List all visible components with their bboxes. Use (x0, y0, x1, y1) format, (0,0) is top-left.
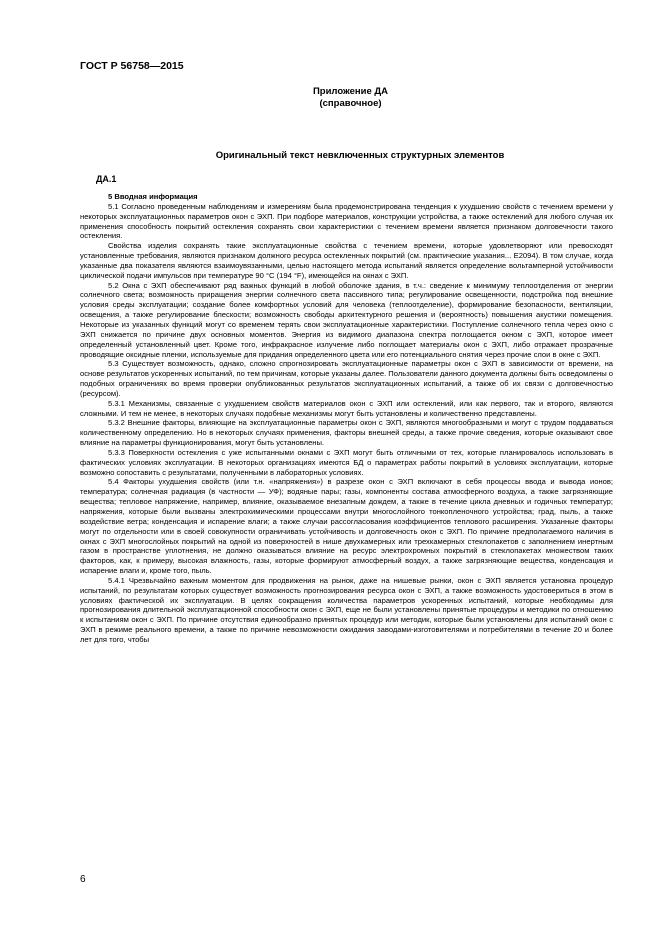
annex-heading (0, 86, 661, 110)
document-title: Оригинальный текст невключенных структурных элементов (215, 150, 505, 161)
paragraph: 5.2 Окна с ЭХП обеспечивают ряд важных функций в любой оболочке здания, в т.ч.: сведение к минимуму теплоотделения от энергии солнечного света; возможность приращения энергии солнечного света пассивного типа; регулирование освещенности, подстройка под внешние условия среды эксплуатации; создание более комфортных условий для человека (теплоотделение), формирование безопасности, вентиляции, освещения, а также регулирование блескости; возможность свободы архитектурного решения и (вероятность) повышения акустики помещения. Некоторые из указанных функций могут со временем терять свои эксплуатационные характеристики. Поступление солнечного тепла через окно с ЭХП снижается по причине двух основных моментов. Энергия из видимого диапазона спектра поглощается окном с ЭХП, которое имеет определенный установленный цвет. Кроме того, инфракрасное излучение либо поглощает материалы окон с ЭХП, либо отражает прозрачные проводящие оксидные пленки, используемые для придания определенного цвета или его потенциального снятия через прочие слои в окне с ЭХП. (80, 280, 613, 359)
paragraph: 5.4 Факторы ухудшения свойств (или т.н. «напряжения») в разрезе окон с ЭХП включают в себя процессы ввода и вывода ионов; температура; солнечная радиация (в частности — УФ); водяные пары; газы, компоненты состава атмосферного воздуха, а также загрязняющие вещества; тепловое напряжение, например, влияние, оказываемое внезапным дождем, а также в течение цикла дневных и годичных температур; напряжения, которые были вызваны электрохимическими процессами внутри многослойного тонкопленочного устройства; град, пыль, а также воздействие ветра; конденсация и испарение влаги; а также случаи рассогласования коэффициентов теплового расширения. Указанные факторы могут по отдельности или в своей совокупности ограничивать устойчивость и долговечность окон с ЭХП. По причине предполагаемого наличия в окнах с ЭХП многослойных покрытий на одной из поверхностей в нише двухкамерных или трехкамерных стеклопакетов с заполнением инертным газом в пространстве уплотнения, не должно оказываться влияние на ресурс электрохромных покрытий в стеклопакетах множеством таких факторов, как, к примеру, высокая влажность, газы, которые формируют атмосферный воздух, а также загрязняющие вещества, конденсация и испарение влаги и, кроме того, пыль. (80, 477, 613, 576)
paragraph: 5.3.2 Внешние факторы, влияющие на эксплуатационные параметры окон с ЭХП, являются многообразными и могут с трудом поддаваться количественному определению. Но в некоторых случаях применения, факторы внешней среды, а также прочие сведения, которые оказывают свое влияние на параметры функционирования, могут быть установлены. (80, 418, 613, 448)
paragraph: 5.4.1 Чрезвычайно важным моментом для продвижения на рынок, даже на нишевые рынки, окон с ЭХП является установка процедур испытаний, по результатам которых существует возможность прогнозирования ресурса окон с ЭХП, а также возможность удостовериться в этом в условиях фактической их эксплуатации. В целях сокращения количества параметров ускоренных испытаний, которые необходимы для прогнозирования длительной эксплуатационной способности окон с ЭХП, еще не были установлены принятые процедуры и методики по отношению к испытаниям окон с ЭХП. По причине отсутствия единообразно принятых процедур или методик, которые были установлены для испытаний окон с ЭХП в режиме реального времени, а также по причине невозможности ожидания заводами-изготовителями и потребителями в течение 20 и более лет для того, чтобы (80, 575, 613, 644)
paragraph: 5.3.3 Поверхности остекления с уже испытанными окнами с ЭХП могут быть отличными от тех, которые планировалось использовать в фактических условиях эксплуатации. В некоторых организациях имеются БД о параметрах работы покрытий в условиях эксплуатации, которые возможно сопоставить с результатами, полученными в лабораторных условиях. (80, 447, 613, 477)
section-heading: 5 Вводная информация (108, 192, 198, 201)
annex-subtitle: (справочное) (319, 98, 382, 109)
paragraph: 5.1 Согласно проведенным наблюдениям и измерениям была продемонстрирована тенденция к ухудшению свойств с течением времени у некоторых эксплуатационных параметров окон с ЭХП. При подборе материалов, конструкции устройства, а также остеклений для любого случая их применения способность покрытий остекления сохранять свои характеристики с течением времени является признаком долговечности такого остекления. (80, 201, 613, 241)
document-code: ГОСТ Р 56758—2015 (80, 60, 184, 72)
section-label: ДА.1 (96, 174, 117, 184)
paragraph: Свойства изделия сохранять такие эксплуатационные свойства с течением времени, которые удовлетворяют или превосходят установленные требования, являются признаком должного ресурса остекленных покрытий (см. практические указания... E2094). В том случае, когда указанные два показателя являются взаимоувязанными, целью настоящего метода испытаний является определение вольтамперной устойчивости циклической подачи импульсов при температуре 90 °С (194 °F), имеющейся на окнах с ЭХП. (80, 241, 613, 280)
annex-title: Приложение ДА (312, 86, 389, 97)
paragraph: 5.3.1 Механизмы, связанные с ухудшением свойств материалов окон с ЭХП или остеклений, или как первого, так и второго, являются сложными. И тем не менее, в некоторых случаях подобные механизмы могут быть установлены и количественно представлены. (80, 398, 613, 418)
page-number: 6 (80, 874, 86, 885)
paragraph: 5.3 Существует возможность, однако, сложно спрогнозировать эксплуатационные параметры окон с ЭХП в зависимости от времени, на основе результатов ускоренных испытаний, по тем причинам, которые указаны далее. Пользователи данного документа должны быть осведомлены о подобных ограничениях во время проверки опубликованных результатов эксплуатационных испытаний, а также об их связи с долговечностью (ресурсом). (80, 359, 613, 398)
body-text (80, 192, 613, 645)
